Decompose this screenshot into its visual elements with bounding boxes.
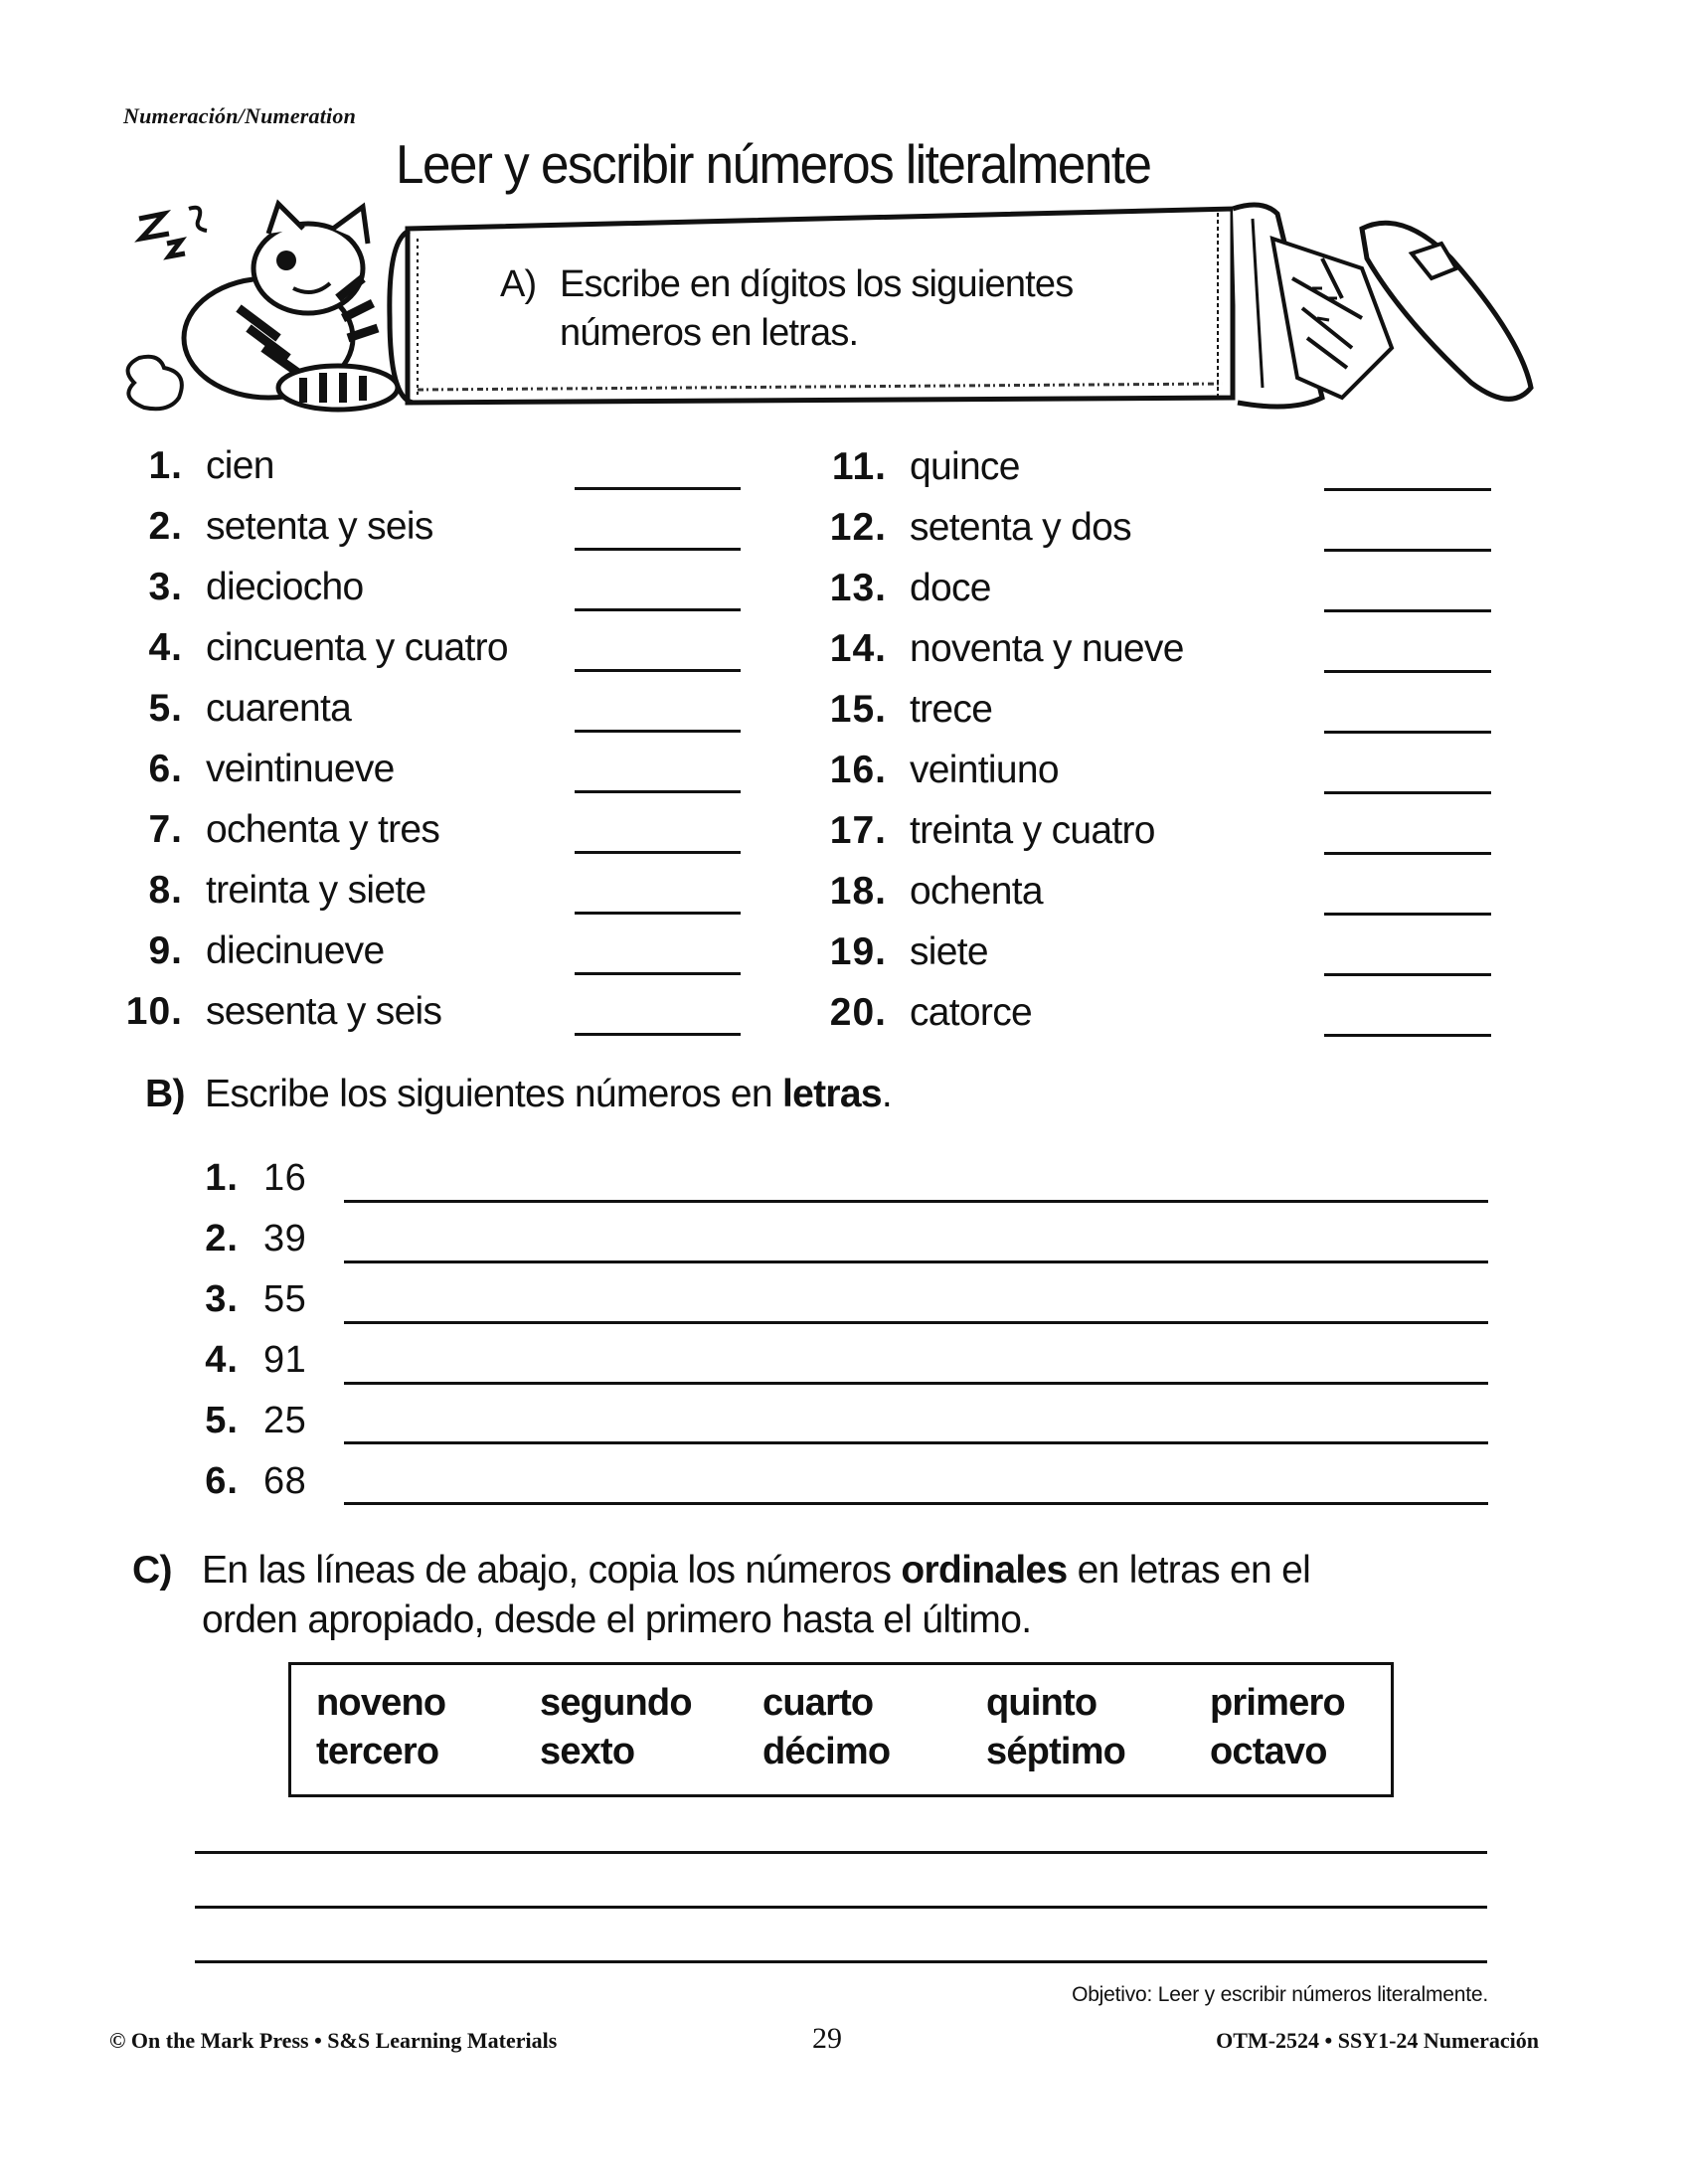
ordinal-answer-line-1[interactable] — [195, 1851, 1487, 1854]
section-c-text-end: en letras en el — [1067, 1549, 1311, 1592]
item-text: trece — [910, 688, 993, 731]
item-number: 1. — [148, 444, 183, 487]
answer-line[interactable] — [1324, 791, 1491, 794]
section-c-line2: orden apropiado, desde el primero hasta el último. — [202, 1598, 1032, 1641]
answer-line[interactable] — [1324, 609, 1491, 612]
item-text: setenta y seis — [206, 505, 433, 548]
answer-line[interactable] — [344, 1260, 1488, 1263]
word-bank-item: séptimo — [986, 1731, 1126, 1772]
item-text: veintinueve — [206, 748, 395, 790]
section-a-instruction — [500, 260, 1073, 358]
answer-line[interactable] — [575, 548, 741, 551]
item-text: cien — [206, 444, 274, 487]
item-number: 18. — [829, 870, 887, 913]
answer-line[interactable] — [1324, 731, 1491, 734]
answer-line[interactable] — [575, 608, 741, 611]
answer-line[interactable] — [1324, 973, 1491, 976]
item-number: 14. — [829, 627, 887, 670]
answer-line[interactable] — [575, 1033, 741, 1036]
word-bank-item: segundo — [540, 1682, 692, 1724]
item-number: 3. — [148, 566, 183, 608]
section-c-bold-word: ordinales — [901, 1549, 1068, 1592]
item-text: ochenta y tres — [206, 808, 440, 851]
item-number: 3. — [205, 1278, 239, 1320]
item-text: doce — [910, 567, 991, 609]
product-code: OTM-2524 • SSY1-24 Numeración — [1216, 2028, 1539, 2053]
item-number: 9. — [148, 929, 183, 972]
item-text: siete — [910, 930, 988, 973]
item-number: 17. — [829, 809, 887, 852]
word-bank-item: octavo — [1210, 1731, 1327, 1772]
page-number: 29 — [812, 2022, 842, 2055]
section-b-bold-word: letras — [782, 1073, 882, 1115]
answer-line[interactable] — [344, 1321, 1488, 1324]
item-text: cincuenta y cuatro — [206, 626, 508, 669]
section-subtitle: Numeración/Numeration — [123, 103, 357, 128]
item-number: 4. — [205, 1339, 239, 1381]
item-number: 5. — [205, 1400, 239, 1441]
item-text: treinta y siete — [206, 869, 426, 912]
page-title: Leer y escribir números literalmente — [396, 133, 1151, 195]
section-b-instruction — [145, 1070, 892, 1119]
answer-line[interactable] — [1324, 1034, 1491, 1037]
word-bank-item: sexto — [540, 1731, 635, 1772]
answer-line[interactable] — [575, 487, 741, 490]
section-b-text: Escribe los siguientes números en — [205, 1073, 783, 1115]
item-number: 20. — [829, 991, 887, 1034]
section-c-text: En las líneas de abajo, copia los números — [202, 1549, 902, 1592]
item-text: ochenta — [910, 870, 1043, 913]
item-text: treinta y cuatro — [910, 809, 1155, 852]
word-bank-item: quinto — [986, 1682, 1097, 1724]
item-number: 13. — [829, 567, 887, 609]
answer-line[interactable] — [344, 1200, 1488, 1203]
answer-line[interactable] — [575, 972, 741, 975]
word-bank-box — [288, 1662, 1394, 1797]
section-b-label: B) — [145, 1073, 185, 1115]
item-value: 25 — [263, 1400, 307, 1441]
answer-line[interactable] — [344, 1441, 1488, 1444]
copyright-text: © On the Mark Press • S&S Learning Materials — [109, 2028, 558, 2053]
ordinal-answer-line-3[interactable] — [195, 1960, 1487, 1963]
item-number: 11. — [831, 445, 887, 488]
answer-line[interactable] — [344, 1382, 1488, 1385]
ordinal-answer-line-2[interactable] — [195, 1906, 1487, 1909]
item-number: 4. — [148, 626, 183, 669]
answer-line[interactable] — [1324, 670, 1491, 673]
item-text: quince — [910, 445, 1020, 488]
item-text: noventa y nueve — [910, 627, 1184, 670]
item-number: 2. — [205, 1218, 239, 1260]
answer-line[interactable] — [575, 669, 741, 672]
item-value: 16 — [263, 1157, 307, 1199]
word-bank-item: décimo — [762, 1731, 891, 1772]
item-number: 6. — [205, 1460, 239, 1502]
answer-line[interactable] — [575, 730, 741, 733]
word-bank-item: tercero — [316, 1731, 439, 1772]
item-number: 2. — [148, 505, 183, 548]
item-number: 6. — [148, 748, 183, 790]
section-a-instruction-line2: números en letras. — [560, 312, 859, 354]
item-number: 1. — [205, 1157, 239, 1199]
section-c-label: C) — [132, 1549, 172, 1592]
item-value: 91 — [263, 1339, 307, 1381]
word-bank-item: primero — [1210, 1682, 1345, 1724]
answer-line[interactable] — [344, 1502, 1488, 1505]
item-value: 68 — [263, 1460, 307, 1502]
answer-line[interactable] — [575, 912, 741, 915]
objective-text: Objetivo: Leer y escribir números literalmente. — [1072, 1983, 1488, 2006]
item-number: 15. — [829, 688, 887, 731]
word-bank-item: noveno — [316, 1682, 446, 1724]
item-value: 39 — [263, 1218, 307, 1260]
item-text: veintiuno — [910, 749, 1059, 791]
item-number: 10. — [125, 990, 183, 1033]
answer-line[interactable] — [575, 851, 741, 854]
word-bank-item: cuarto — [762, 1682, 874, 1724]
item-number: 8. — [148, 869, 183, 912]
answer-line[interactable] — [1324, 913, 1491, 916]
item-value: 55 — [263, 1278, 307, 1320]
item-text: setenta y dos — [910, 506, 1131, 549]
answer-line[interactable] — [1324, 488, 1491, 491]
item-number: 5. — [148, 687, 183, 730]
answer-line[interactable] — [1324, 852, 1491, 855]
item-number: 12. — [829, 506, 887, 549]
item-text: sesenta y seis — [206, 990, 442, 1033]
answer-line[interactable] — [575, 790, 741, 793]
item-text: catorce — [910, 991, 1032, 1034]
section-c-instruction — [132, 1546, 1310, 1645]
item-text: dieciocho — [206, 566, 364, 608]
section-a-instruction-line1: Escribe en dígitos los siguientes — [560, 263, 1074, 305]
answer-line[interactable] — [1324, 549, 1491, 552]
item-number: 7. — [148, 808, 183, 851]
item-number: 16. — [829, 749, 887, 791]
item-text: diecinueve — [206, 929, 385, 972]
section-a-label: A) — [500, 263, 537, 305]
item-number: 19. — [829, 930, 887, 973]
section-b-punct: . — [881, 1073, 893, 1115]
item-text: cuarenta — [206, 687, 352, 730]
